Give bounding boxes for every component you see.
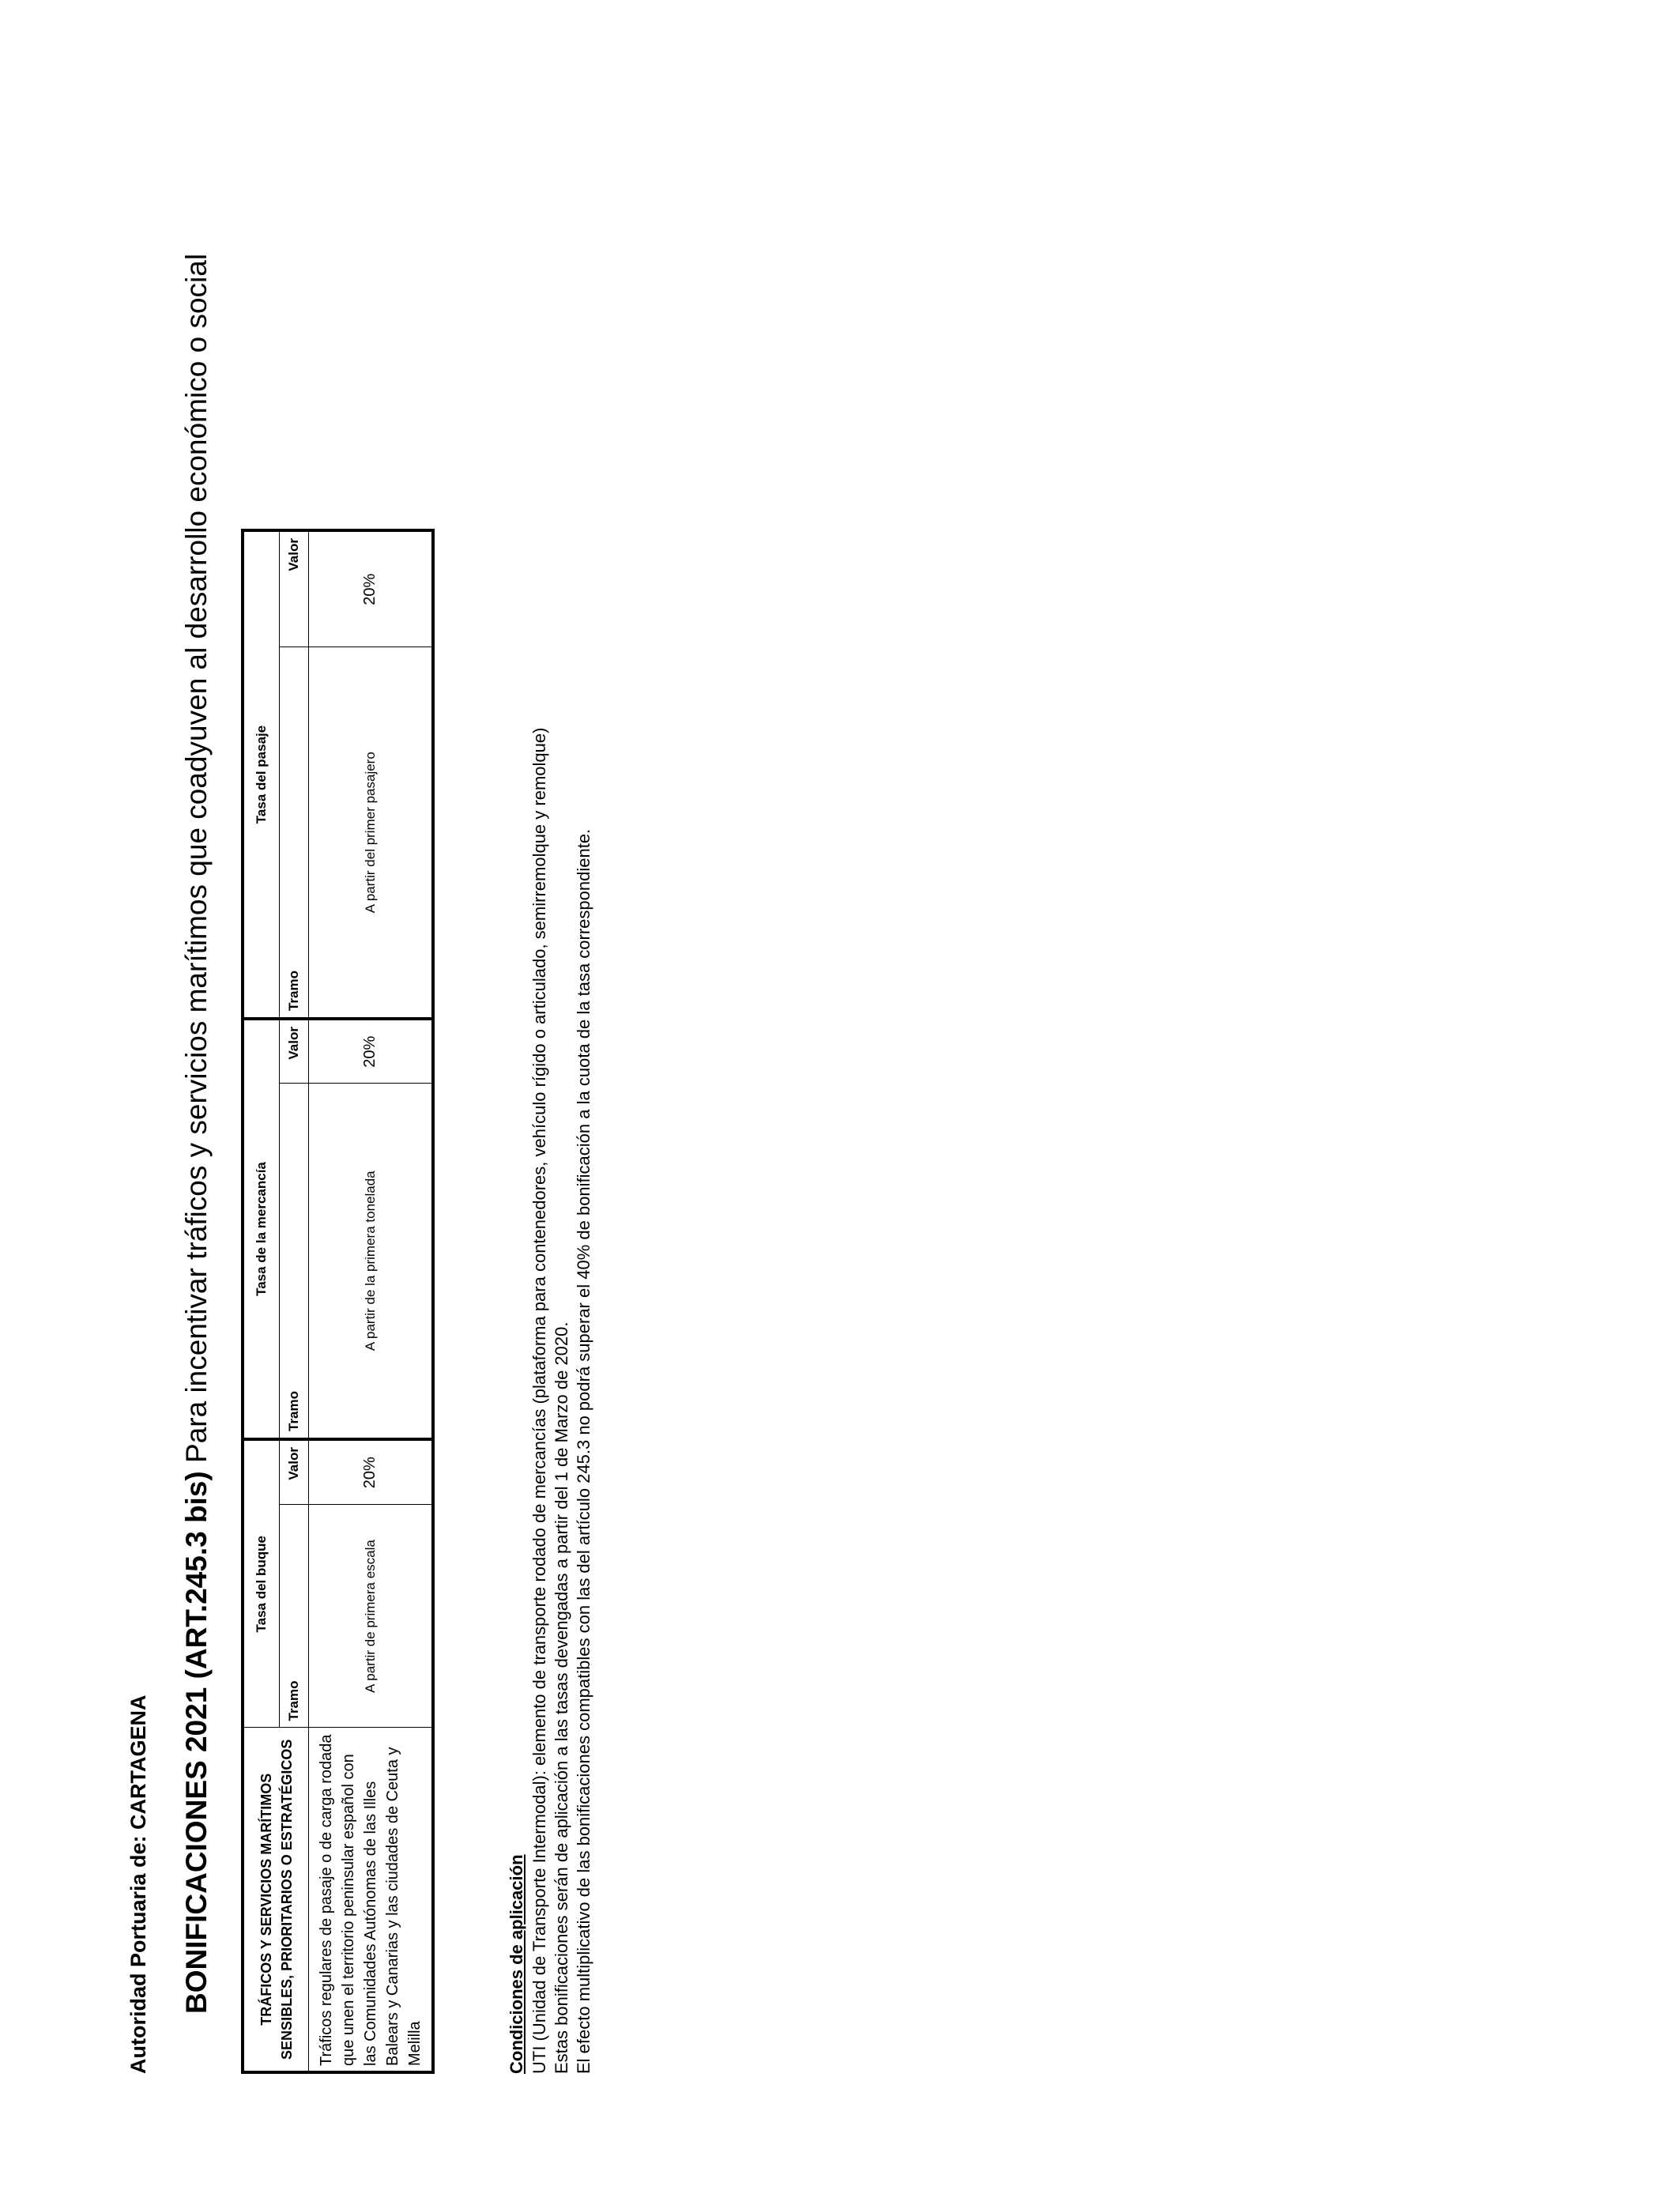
condition-line-date: Estas bonificaciones serán de aplicación a las tasas devengadas a partir del 1 de Marzo de 2020. (552, 1321, 571, 2074)
traffic-column-header: TRÁFICOS Y SERVICIOS MARÍTIMOS SENSIBLES, PRIORITARIOS O ESTRATÉGICOS (243, 1728, 309, 2072)
port-authority-label: Autoridad Portuaria de: CARTAGENA (126, 1695, 150, 2074)
goods-tramo-header: Tramo (280, 1084, 309, 1439)
traffic-description: Tráficos regulares de pasaje o de carga rodada que unen el territorio peninsular español con las Comunidades Autónomas de las Illes Balears y Canarias y las ciudades de Ceuta y Melilla (309, 1728, 434, 2072)
ship-fee-group-header: Tasa del buque (243, 1439, 280, 1728)
title-bold-part: BONIFICACIONES 2021 (ART.245.3 bis) (180, 1471, 213, 2014)
conditions-section (506, 728, 595, 2074)
title-description: Para incentivar tráficos y servicios marítimos que coadyuven al desarrollo económico o social (180, 253, 213, 1472)
condition-line-multiplicative: El efecto multiplicativo de las bonificaciones compatibles con las del artículo 245.3 no podrá superar el 40% de bonificación a la cuota de la tasa correspondiente. (574, 828, 593, 2074)
document-title (180, 254, 213, 2014)
passenger-fee-group-header: Tasa del pasaje (243, 530, 280, 1019)
goods-fee-group-header: Tasa de la mercancía (243, 1019, 280, 1439)
table-row (309, 530, 434, 2072)
goods-valor-cell: 20% (309, 1019, 434, 1084)
ship-tramo-cell: A partir de primera escala (309, 1505, 434, 1728)
condition-line-uti: UTI (Unidad de Transporte Intermodal): elemento de transporte rodado de mercancías (plataforma para contenedores, vehículo rígido o articulado, semirremolque y remolque) (529, 727, 549, 2074)
ship-tramo-header: Tramo (280, 1505, 309, 1728)
goods-tramo-cell: A partir de la primera tonelada (309, 1084, 434, 1439)
ship-valor-header: Valor (280, 1439, 309, 1505)
ship-valor-cell: 20% (309, 1439, 434, 1505)
conditions-heading: Condiciones de aplicación (507, 1854, 526, 2074)
passenger-tramo-header: Tramo (280, 647, 309, 1019)
passenger-valor-header: Valor (280, 530, 309, 647)
passenger-valor-cell: 20% (309, 530, 434, 647)
goods-valor-header: Valor (280, 1019, 309, 1084)
bonification-table (241, 529, 435, 2074)
passenger-tramo-cell: A partir del primer pasajero (309, 647, 434, 1019)
